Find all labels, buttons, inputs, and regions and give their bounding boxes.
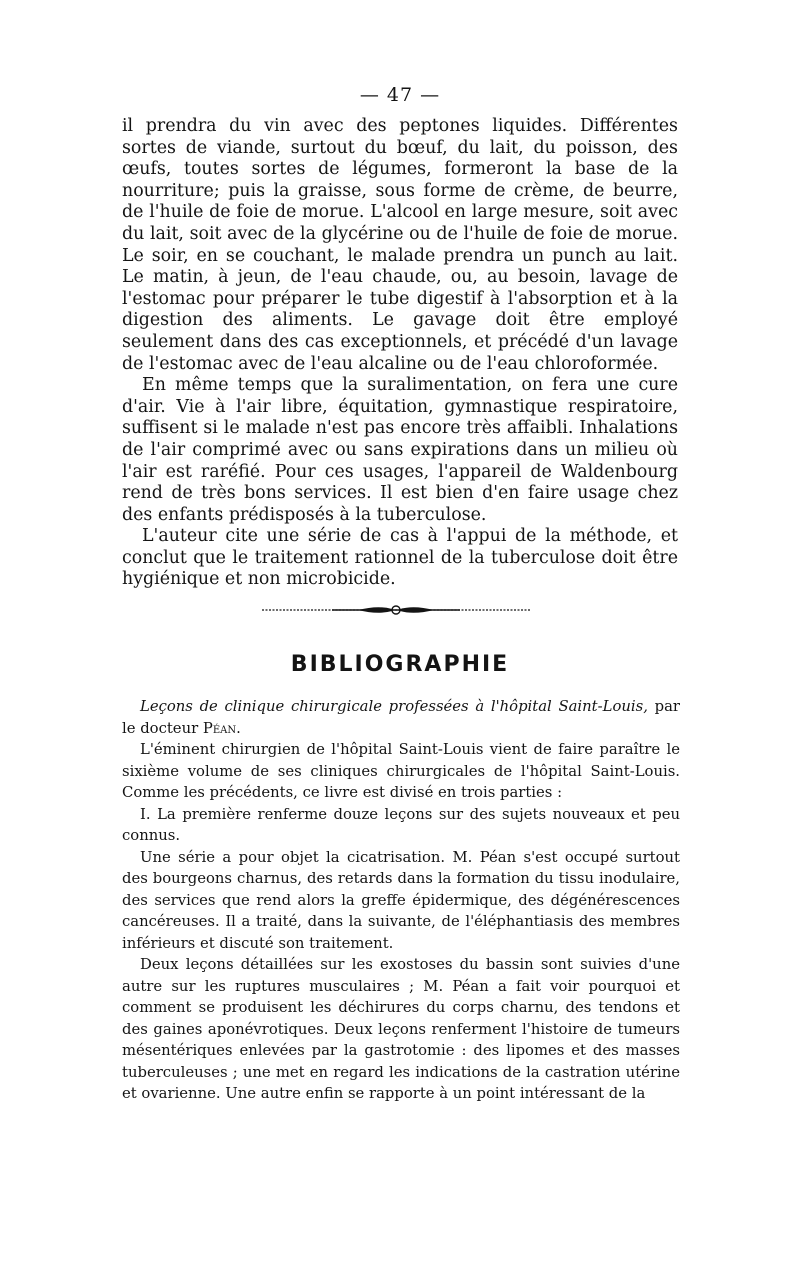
bibliography-paragraph: L'éminent chirurgien de l'hôpital Saint-Louis vient de faire paraître le sixième volume de ses cliniques chirurgicales de l'hôpital Saint-Louis. Comme les précédents, ce livre est divisé en trois parties : [122,741,680,801]
entry-author: Péan [202,719,237,737]
article-text [122,116,678,591]
bibliography-paragraph: Une série a pour objet la cicatrisation. M. Péan s'est occupé surtout des bourgeons charnus, des retards dans la formation du tissu inodulaire, des services que rend alors la greffe épidermique, des dégénérescences cancéreuses. Il a traité, dans la suivante, de l'éléphantiasis des membres inférieurs et discuté son traitement. [122,848,680,952]
bibliography-paragraph: Deux leçons détaillées sur les exostoses du bassin sont suivies d'une autre sur les ruptures musculaires ; M. Péan a fait voir pourquoi et comment se produisent les déchirures du corps charnu, des tendons et des gaines aponévrotiques. Deux leçons renferment l'histoire de tumeurs mésentériques enlevées par la gastrotomie : des lipomes et des masses tuberculeuses ; une met en regard les indications de la castration utérine et ovarienne. Une autre enfin se rapporte à un point intéressant de la [122,956,680,1102]
entry-title: Leçons de clinique chirurgicale professées à l'hôpital Saint-Louis, [140,698,648,715]
bibliography-text [122,696,680,1105]
bibliography-paragraph: I. La première renferme douze leçons sur des sujets nouveaux et peu connus. [122,805,680,844]
article-paragraph: L'auteur cite une série de cas à l'appui de la méthode, et conclut que le traitement rationnel de la tuberculose doit être hygiénique et non microbicide. [122,526,678,590]
page-number: — 47 — [359,84,441,106]
section-divider-ornament [262,598,530,622]
bibliography-heading: BIBLIOGRAPHIE [290,652,510,677]
bibliography-entry [122,696,680,739]
article-paragraph: En même temps que la suralimentation, on fera une cure d'air. Vie à l'air libre, équitation, gymnastique respiratoire, suffisent si le malade n'est pas encore très affaibli. Inhalations de l'air comprimé avec ou sans expirations dans un milieu où l'air est raréfié. Pour ces usages, l'appareil de Waldenbourg rend de très bons services. Il est bien d'en faire usage chez des enfants prédisposés à la tuberculose. [122,375,678,525]
entry-by: par le docteur [122,698,680,737]
entry-end: . [236,719,241,737]
article-paragraph: il prendra du vin avec des peptones liquides. Différentes sortes de viande, surtout du bœuf, du lait, du poisson, des œufs, toutes sortes de légumes, formeront la base de la nourriture; puis la graisse, sous forme de crème, de beurre, de l'huile de foie de morue. L'alcool en large mesure, soit avec du lait, soit avec de la glycérine ou de l'huile de foie de morue. Le soir, en se couchant, le malade prendra un punch au lait. Le matin, à jeun, de l'eau chaude, ou, au besoin, lavage de l'estomac pour préparer le tube digestif à l'absorption et à la digestion des aliments. Le gavage doit être employé seulement dans des cas exceptionnels, et précédé d'un lavage de l'estomac avec de l'eau alcaline ou de l'eau chloroformée. [122,116,678,374]
